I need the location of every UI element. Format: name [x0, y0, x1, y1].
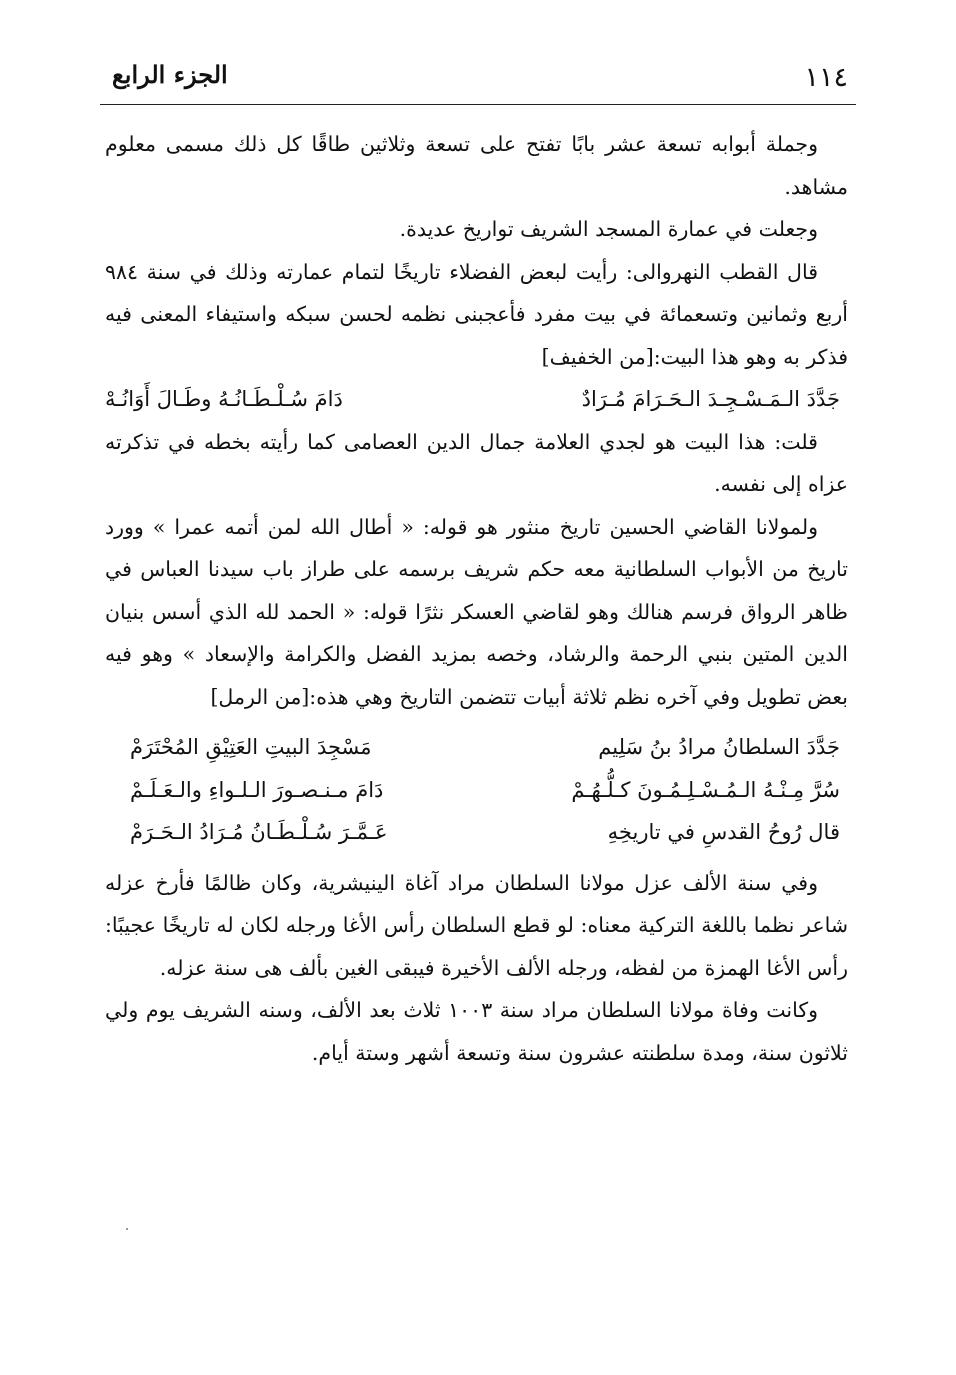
page-header	[100, 58, 856, 102]
scan-speck	[126, 1228, 128, 1230]
poem-first-hemistich: قال رُوحُ القدسِ في تاريخِهِ	[607, 820, 840, 844]
paragraph-5: ولمولانا القاضي الحسين تاريخ منثور هو قوله: « أطال الله لمن أتمه عمرا » وورد تاريخ من الأبواب السلطانية معه حكم شريف برسمه على طراز باب سيدنا العباس في ظاهر الرواق فرسم هنالك وهو لقاضي العسكر نثرًا قوله: « الحمد لله الذي أسس بنيان الدين المتين بنبي الرحمة والرشاد، وخصه بمزيد الفضل والكرامة والإسعاد » وهو فيه بعض تطويل وفي آخره نظم ثلاثة أبيات تتضمن التاريخ وهي هذه:[من الرمل]	[105, 514, 848, 709]
header-divider	[100, 104, 856, 105]
paragraph-2: وجعلت في عمارة المسجد الشريف تواريخ عديدة.	[399, 217, 818, 241]
paragraph-6: وفي سنة الألف عزل مولانا السلطان مراد آغاة الينيشرية، وكان ظالمًا فأرخ عزله شاعر نظما باللغة التركية معناه: لو قطع السلطان رأس الأغا ورجله لكان له تاريخًا عجيبًا: رأس الأغا الهمزة من لفظه، ورجله الألف الأخيرة فيبقى الغين بألف هى سنة عزله.	[105, 870, 848, 980]
paragraph-4: قلت: هذا البيت هو لجدي العلامة جمال الدين العصامى كما رأيته بخطه في تذكرته عزاه إلى نفسه.	[105, 429, 848, 496]
poem-line	[130, 726, 848, 769]
poem-block	[105, 726, 848, 854]
verse-second-hemistich: دَامَ سُـلْـطَـانُـهُ وطَـالَ أَوَانُـهْ	[105, 387, 343, 411]
running-title: الجزء الرابع	[112, 60, 228, 89]
verse-first-hemistich: جَدَّدَ الـمَـسْـجِـدَ الـحَـرَامَ مُـرَادٌ	[581, 387, 840, 411]
body-text	[105, 123, 848, 1074]
verse-line	[105, 378, 848, 421]
poem-second-hemistich: دَامَ مـنـصـورَ الـلـواءِ والـعَـلَـمْ	[130, 777, 384, 802]
poem-line	[130, 811, 848, 854]
poem-first-hemistich: جَدَّدَ السلطانُ مرادُ بنُ سَلِيم	[598, 735, 840, 759]
paragraph-1: وجملة أبوابه تسعة عشر بابًا تفتح على تسعة وثلاثين طاقًا كل ذلك مسمى معلوم مشاهد.	[105, 132, 848, 199]
poem-first-hemistich: سُرَّ مِـنْـهُ الـمُـسْـلِـمُـونَ كـلُّـهُـمْ	[571, 777, 840, 802]
poem-second-hemistich: مَسْجِدَ البيتِ العَتِيْقِ المُحْتَرَمْ	[130, 735, 372, 759]
poem-line	[130, 769, 848, 812]
paragraph-7: وكانت وفاة مولانا السلطان مراد سنة ١٠٠٣ ثلاث بعد الألف، وسنه الشريف يوم ولي ثلاثون سنة، ومدة سلطنته عشرون سنة وتسعة أشهر وستة أيام.	[105, 998, 848, 1065]
paragraph-3: قال القطب النهروالى: رأيت لبعض الفضلاء تاريخًا لتمام عمارته وذلك في سنة ٩٨٤ أربع وثمانين وتسعمائة في بيت مفرد فأعجبنى نظمه لحسن سبكه واستيفاء المعنى فيه فذكر به وهو هذا البيت:[من الخفيف]	[105, 259, 848, 369]
page-number: ١١٤	[804, 62, 848, 93]
poem-second-hemistich: عَـمَّـرَ سُـلْـطَـانُ مُـرَادُ الـحَـرَمْ	[130, 820, 388, 844]
